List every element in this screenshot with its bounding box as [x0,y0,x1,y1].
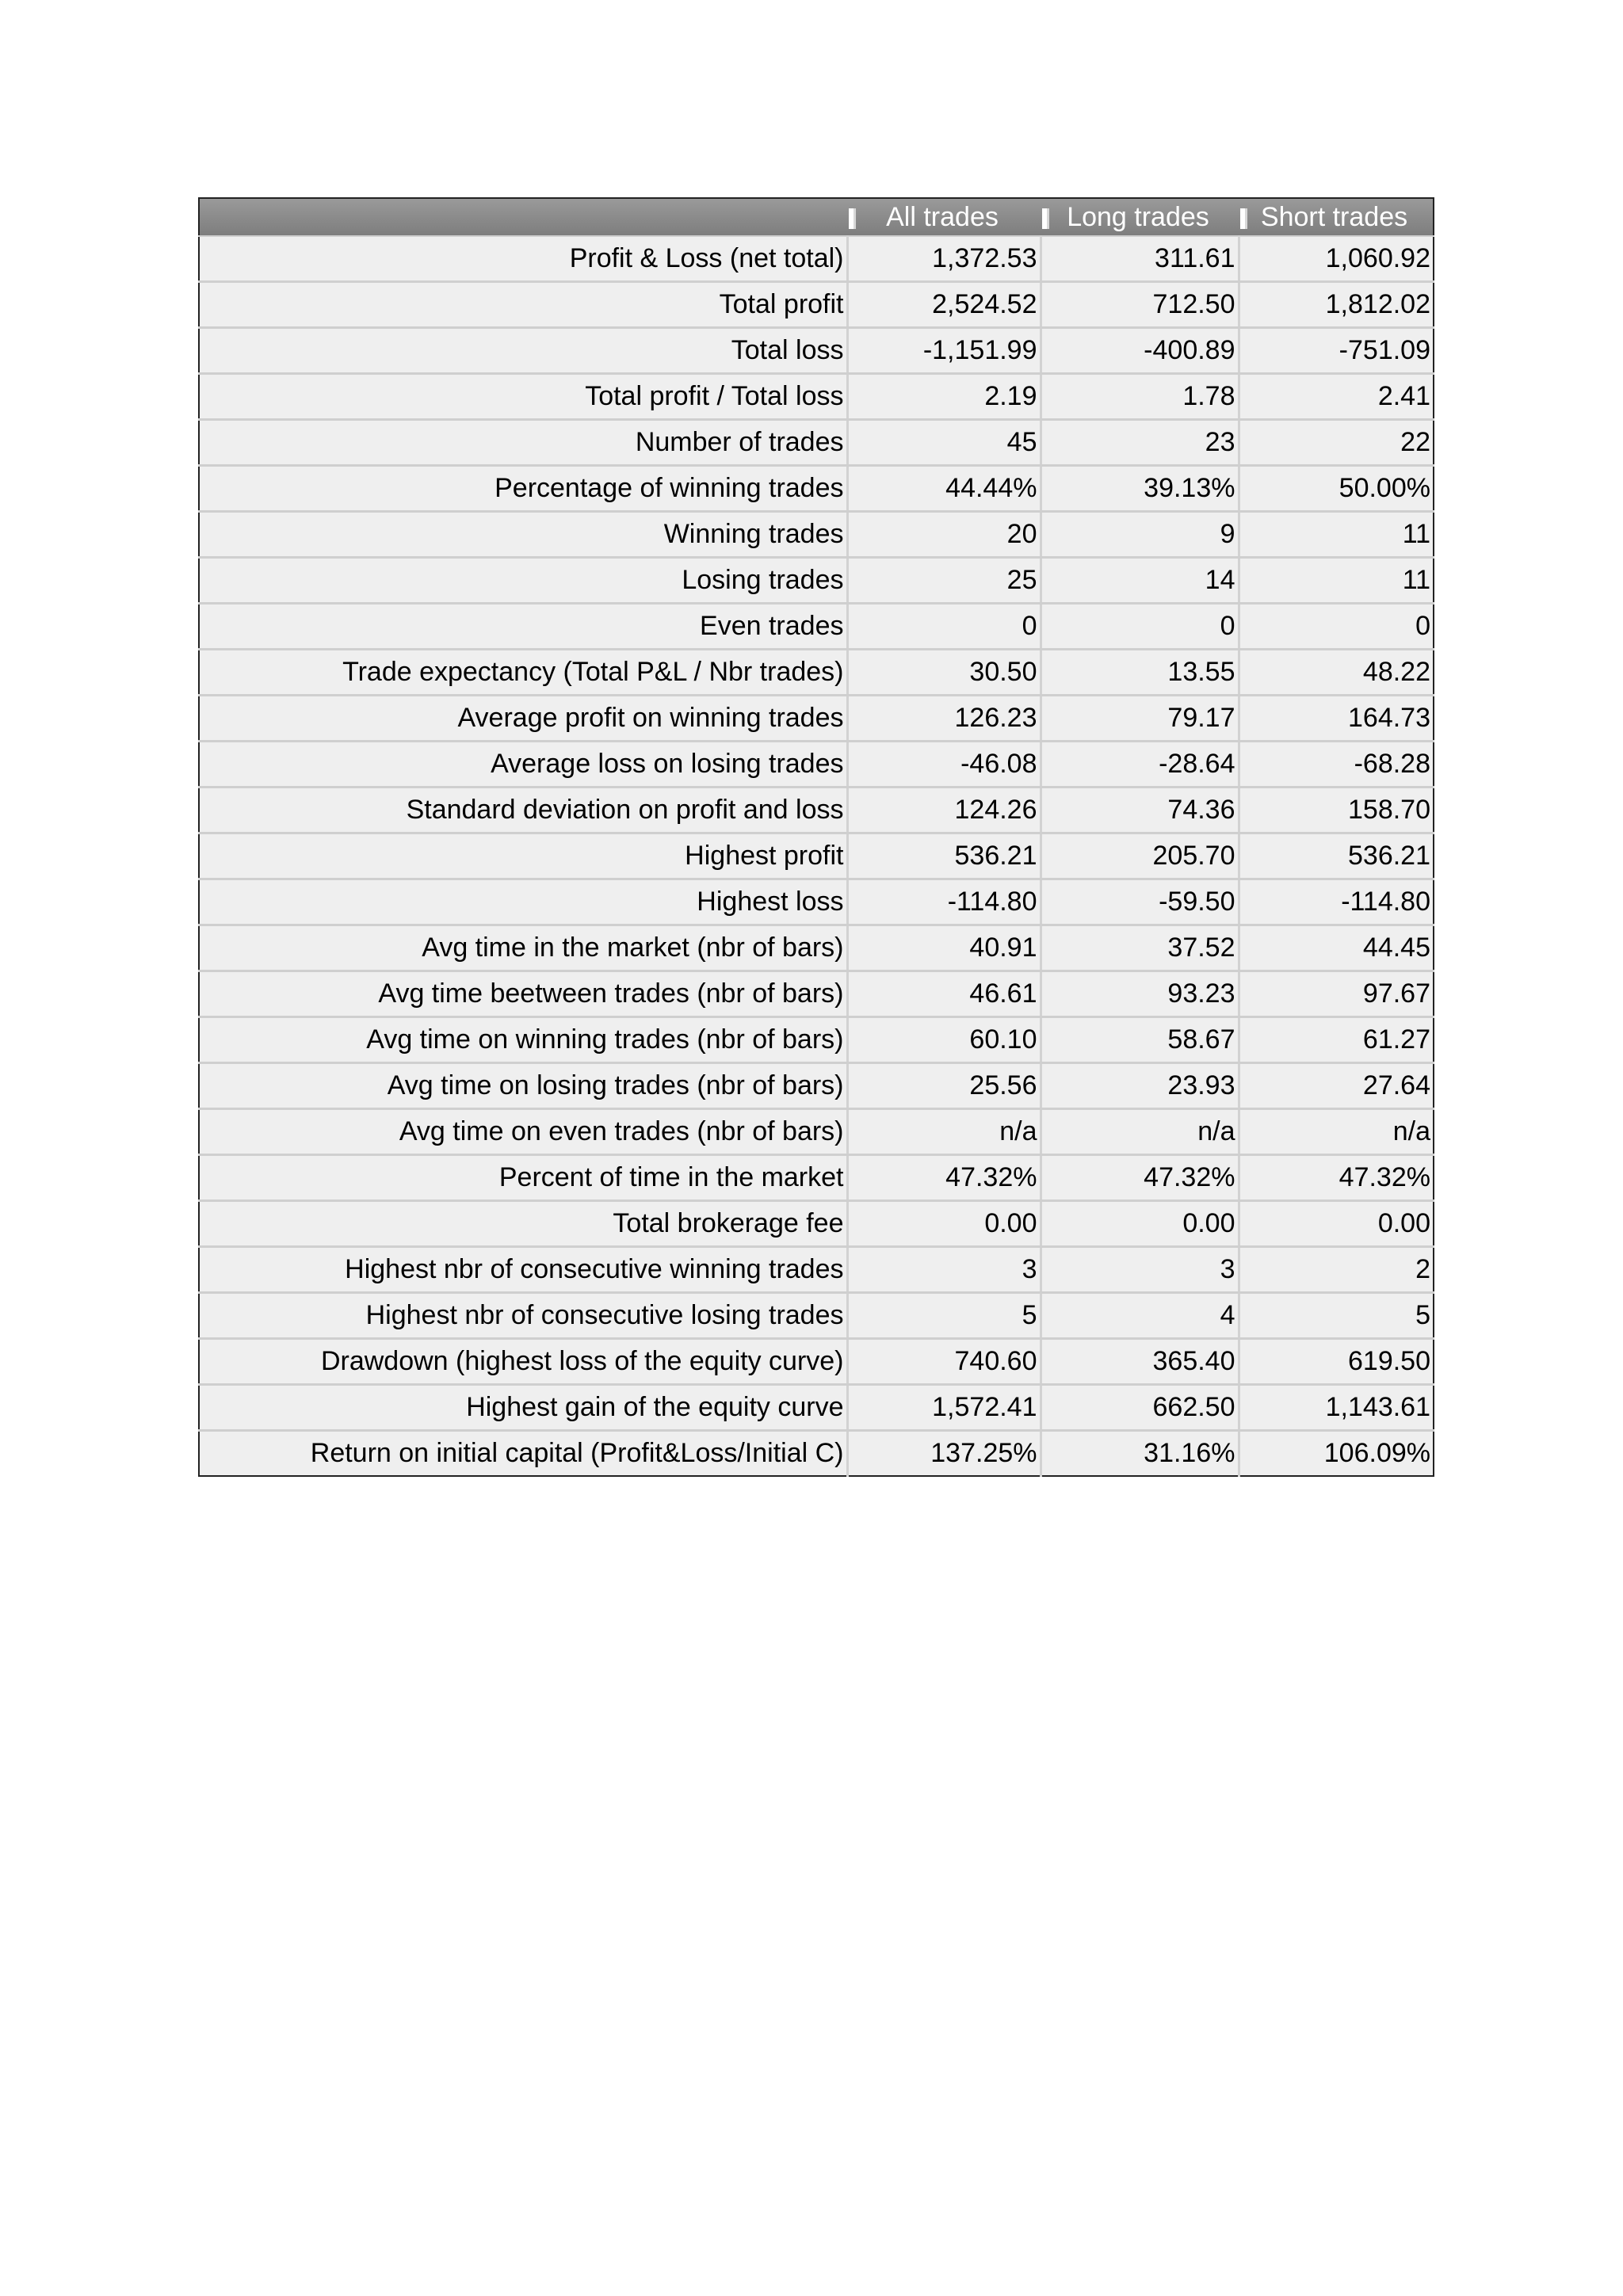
cell-all-trades: 25 [847,558,1041,604]
table-row [199,1155,1434,1201]
cell-long-trades: 23.93 [1041,1063,1239,1109]
column-separator-icon [1240,208,1245,229]
row-label: Avg time beetween trades (nbr of bars) [199,971,847,1017]
cell-long-trades: n/a [1041,1109,1239,1155]
cell-all-trades: 30.50 [847,650,1041,696]
table-row [199,374,1434,420]
cell-short-trades: 1,812.02 [1239,282,1434,328]
table-row [199,236,1434,282]
cell-long-trades: 9 [1041,512,1239,558]
cell-short-trades: 22 [1239,420,1434,466]
row-label: Highest loss [199,879,847,925]
cell-long-trades: 47.32% [1041,1155,1239,1201]
cell-short-trades: 106.09% [1239,1431,1434,1477]
cell-short-trades: -68.28 [1239,742,1434,788]
table-row [199,604,1434,650]
cell-short-trades: 2 [1239,1247,1434,1293]
row-label: Profit & Loss (net total) [199,236,847,282]
table-row [199,466,1434,512]
cell-all-trades: 5 [847,1293,1041,1339]
cell-long-trades: 365.40 [1041,1339,1239,1385]
cell-short-trades: 164.73 [1239,696,1434,742]
cell-short-trades: 0 [1239,604,1434,650]
cell-all-trades: 1,372.53 [847,236,1041,282]
cell-all-trades: 25.56 [847,1063,1041,1109]
cell-short-trades: 158.70 [1239,788,1434,833]
cell-short-trades: 27.64 [1239,1063,1434,1109]
cell-all-trades: -46.08 [847,742,1041,788]
cell-all-trades: -114.80 [847,879,1041,925]
cell-short-trades: 2.41 [1239,374,1434,420]
cell-long-trades: 311.61 [1041,236,1239,282]
header-long-trades [1041,198,1239,236]
cell-all-trades: 44.44% [847,466,1041,512]
row-label: Winning trades [199,512,847,558]
row-label: Avg time on losing trades (nbr of bars) [199,1063,847,1109]
cell-short-trades: 44.45 [1239,925,1434,971]
cell-long-trades: 712.50 [1041,282,1239,328]
cell-short-trades: 11 [1239,558,1434,604]
cell-long-trades: -28.64 [1041,742,1239,788]
header-all-trades-label: All trades [886,201,999,232]
cell-short-trades: 1,060.92 [1239,236,1434,282]
table-row [199,1431,1434,1477]
cell-short-trades: 0.00 [1239,1201,1434,1247]
header-all-trades [847,198,1041,236]
row-label: Average profit on winning trades [199,696,847,742]
cell-all-trades: 740.60 [847,1339,1041,1385]
cell-all-trades: 124.26 [847,788,1041,833]
cell-short-trades: -114.80 [1239,879,1434,925]
row-label: Avg time on winning trades (nbr of bars) [199,1017,847,1063]
table-row [199,650,1434,696]
table-row [199,925,1434,971]
cell-short-trades: 48.22 [1239,650,1434,696]
cell-short-trades: 50.00% [1239,466,1434,512]
cell-all-trades: 126.23 [847,696,1041,742]
cell-short-trades: 619.50 [1239,1339,1434,1385]
cell-long-trades: 1.78 [1041,374,1239,420]
cell-all-trades: 40.91 [847,925,1041,971]
column-separator-icon [1042,208,1047,229]
cell-short-trades: 97.67 [1239,971,1434,1017]
cell-long-trades: 662.50 [1041,1385,1239,1431]
cell-long-trades: 58.67 [1041,1017,1239,1063]
cell-short-trades: 1,143.61 [1239,1385,1434,1431]
cell-short-trades: 61.27 [1239,1017,1434,1063]
row-label: Percentage of winning trades [199,466,847,512]
cell-long-trades: 37.52 [1041,925,1239,971]
cell-all-trades: 137.25% [847,1431,1041,1477]
cell-all-trades: 536.21 [847,833,1041,879]
table-body [199,236,1434,1476]
cell-long-trades: 0.00 [1041,1201,1239,1247]
cell-long-trades: -59.50 [1041,879,1239,925]
cell-short-trades: n/a [1239,1109,1434,1155]
cell-all-trades: 45 [847,420,1041,466]
cell-long-trades: 3 [1041,1247,1239,1293]
column-separator-icon [849,208,854,229]
table-row [199,558,1434,604]
cell-all-trades: 1,572.41 [847,1385,1041,1431]
table-row [199,742,1434,788]
cell-long-trades: 39.13% [1041,466,1239,512]
header-long-trades-label: Long trades [1067,201,1209,232]
row-label: Number of trades [199,420,847,466]
row-label: Percent of time in the market [199,1155,847,1201]
cell-all-trades: -1,151.99 [847,328,1041,374]
header-short-trades [1239,198,1434,236]
row-label: Standard deviation on profit and loss [199,788,847,833]
cell-long-trades: 23 [1041,420,1239,466]
cell-all-trades: 20 [847,512,1041,558]
row-label: Average loss on losing trades [199,742,847,788]
cell-all-trades: 2,524.52 [847,282,1041,328]
cell-long-trades: 93.23 [1041,971,1239,1017]
cell-all-trades: 0 [847,604,1041,650]
row-label: Trade expectancy (Total P&L / Nbr trades) [199,650,847,696]
row-label: Total profit / Total loss [199,374,847,420]
row-label: Highest gain of the equity curve [199,1385,847,1431]
table-row [199,1017,1434,1063]
cell-short-trades: 5 [1239,1293,1434,1339]
header-row [199,198,1434,236]
cell-all-trades: 2.19 [847,374,1041,420]
table-row [199,1385,1434,1431]
table-row [199,971,1434,1017]
row-label: Highest nbr of consecutive losing trades [199,1293,847,1339]
row-label: Even trades [199,604,847,650]
cell-long-trades: 74.36 [1041,788,1239,833]
cell-long-trades: 0 [1041,604,1239,650]
table-row [199,512,1434,558]
table-header [199,198,1434,236]
cell-all-trades: 46.61 [847,971,1041,1017]
row-label: Return on initial capital (Profit&Loss/Initial C) [310,1438,844,1468]
header-short-trades-label: Short trades [1260,201,1408,232]
row-label: Highest nbr of consecutive winning trades [199,1247,847,1293]
row-label: Avg time in the market (nbr of bars) [199,925,847,971]
table-row [199,1063,1434,1109]
table-row [199,420,1434,466]
row-label: Avg time on even trades (nbr of bars) [199,1109,847,1155]
cell-long-trades: -400.89 [1041,328,1239,374]
table-row [199,282,1434,328]
row-label: Losing trades [199,558,847,604]
cell-all-trades: n/a [847,1109,1041,1155]
row-label: Highest profit [199,833,847,879]
cell-all-trades: 0.00 [847,1201,1041,1247]
header-label-column [199,198,847,236]
cell-long-trades: 13.55 [1041,650,1239,696]
table-row [199,879,1434,925]
table-row [199,1109,1434,1155]
cell-all-trades: 47.32% [847,1155,1041,1201]
cell-long-trades: 205.70 [1041,833,1239,879]
trade-statistics-table [198,197,1434,1477]
cell-short-trades: 11 [1239,512,1434,558]
row-label: Total brokerage fee [199,1201,847,1247]
cell-long-trades: 14 [1041,558,1239,604]
row-label: Total loss [199,328,847,374]
table-row [199,788,1434,833]
cell-short-trades: 536.21 [1239,833,1434,879]
cell-short-trades: -751.09 [1239,328,1434,374]
cell-short-trades: 47.32% [1239,1155,1434,1201]
cell-long-trades: 79.17 [1041,696,1239,742]
cell-long-trades: 31.16% [1041,1431,1239,1477]
cell-all-trades: 3 [847,1247,1041,1293]
table-row [199,1247,1434,1293]
cell-long-trades: 4 [1041,1293,1239,1339]
table-row [199,1293,1434,1339]
table-row [199,696,1434,742]
table-row [199,833,1434,879]
row-label: Total profit [199,282,847,328]
table-row [199,1201,1434,1247]
cell-all-trades: 60.10 [847,1017,1041,1063]
row-label: Drawdown (highest loss of the equity curve) [199,1339,847,1385]
table-row [199,1339,1434,1385]
table-row [199,328,1434,374]
